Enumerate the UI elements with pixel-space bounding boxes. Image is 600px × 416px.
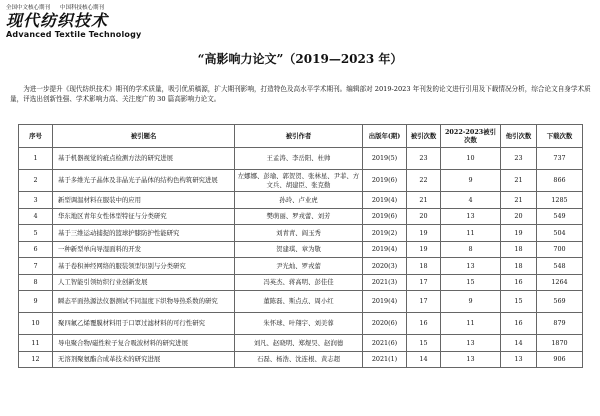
header-cites: 被引次数 xyxy=(407,125,441,148)
download-count: 1264 xyxy=(537,274,583,291)
row-no: 1 xyxy=(19,148,53,170)
core-journal-tag: 全国中文核心期刊 xyxy=(6,5,51,11)
recent-cite-count: 13 xyxy=(441,258,501,275)
table-header-row xyxy=(19,125,583,148)
download-count: 906 xyxy=(537,351,583,368)
table-row xyxy=(19,313,583,335)
table-row xyxy=(19,208,583,225)
paper-title: 聚四氟乙烯覆膜材料用于口罩过滤材料的可行性研究 xyxy=(53,313,235,335)
publication-year-issue: 2020(3) xyxy=(363,258,407,275)
other-cite-count: 13 xyxy=(501,351,537,368)
row-no: 5 xyxy=(19,225,53,242)
other-cite-count: 21 xyxy=(501,170,537,192)
other-cite-count: 15 xyxy=(501,291,537,313)
other-cite-count: 14 xyxy=(501,335,537,352)
header-recent-cites: 2022-2023被引次数 xyxy=(441,125,501,148)
header-year: 出版年(期) xyxy=(363,125,407,148)
table-row xyxy=(19,241,583,258)
header-no: 序号 xyxy=(19,125,53,148)
recent-cite-count: 11 xyxy=(441,313,501,335)
cite-count: 15 xyxy=(407,335,441,352)
other-cite-count: 18 xyxy=(501,241,537,258)
paper-authors: 樊萌丽、罗戎蕾、刘芳 xyxy=(235,208,363,225)
paper-authors: 贺建琪、章为敬 xyxy=(235,241,363,258)
recent-cite-count: 15 xyxy=(441,274,501,291)
cite-count: 19 xyxy=(407,225,441,242)
download-count: 700 xyxy=(537,241,583,258)
recent-cite-count: 13 xyxy=(441,335,501,352)
other-cite-count: 20 xyxy=(501,208,537,225)
cite-count: 16 xyxy=(407,313,441,335)
publication-year-issue: 2021(6) xyxy=(363,335,407,352)
paper-authors: 冯英杰、蒋高明、彭佳佳 xyxy=(235,274,363,291)
publication-year-issue: 2019(2) xyxy=(363,225,407,242)
journal-logo: 现代纺织技术 xyxy=(6,11,109,30)
recent-cite-count: 11 xyxy=(441,225,501,242)
tech-core-journal-tag: 中国科技核心期刊 xyxy=(60,5,105,11)
download-count: 549 xyxy=(537,208,583,225)
row-no: 6 xyxy=(19,241,53,258)
header-authors: 被引作者 xyxy=(235,125,363,148)
cite-count: 19 xyxy=(407,241,441,258)
publication-year-issue: 2019(6) xyxy=(363,208,407,225)
paper-title: 一种新型单向导湿面料的开发 xyxy=(53,241,235,258)
paper-title: 导电聚合物/磁性粒子复合吸波材料的研究进展 xyxy=(53,335,235,352)
cite-count: 14 xyxy=(407,351,441,368)
paper-authors: 朱怀球、叶翔宇、刘美蓉 xyxy=(235,313,363,335)
publication-year-issue: 2019(5) xyxy=(363,148,407,170)
publication-year-issue: 2019(4) xyxy=(363,241,407,258)
cite-count: 22 xyxy=(407,170,441,192)
journal-masthead xyxy=(6,4,166,40)
other-cite-count: 18 xyxy=(501,258,537,275)
paper-title: 人工智能引领纺织行业创新发展 xyxy=(53,274,235,291)
paper-authors: 刘青青、阎玉秀 xyxy=(235,225,363,242)
cite-count: 20 xyxy=(407,208,441,225)
cite-count: 18 xyxy=(407,258,441,275)
table-row xyxy=(19,274,583,291)
paper-title: 基于多维光子晶体及非晶光子晶体的结构色构筑研究进展 xyxy=(53,170,235,192)
row-no: 4 xyxy=(19,208,53,225)
paper-authors: 董陈磊、斯点点、周小红 xyxy=(235,291,363,313)
journal-english-name: Advanced Textile Technology xyxy=(6,30,142,39)
table-row xyxy=(19,351,583,368)
download-count: 1870 xyxy=(537,335,583,352)
paper-authors: 尹光灿、罗戎蕾 xyxy=(235,258,363,275)
paper-authors: 左娜娜、彭瑜、郭贺贺、张林星、尹菲、方文兵、胡建臣、张克勤 xyxy=(235,170,363,192)
paper-title: 基于卷积神经网络的服装领型识别与分类研究 xyxy=(53,258,235,275)
high-impact-papers-table xyxy=(18,124,583,368)
header-title: 被引题名 xyxy=(53,125,235,148)
paper-title: 华东地区青年女性体型特征与分类研究 xyxy=(53,208,235,225)
table-row xyxy=(19,335,583,352)
paper-title: 基于机器视觉的疵点检测方法的研究进展 xyxy=(53,148,235,170)
publication-year-issue: 2021(1) xyxy=(363,351,407,368)
row-no: 2 xyxy=(19,170,53,192)
row-no: 3 xyxy=(19,192,53,209)
download-count: 569 xyxy=(537,291,583,313)
recent-cite-count: 4 xyxy=(441,192,501,209)
paper-title: 无溶剂聚氨酯合成革技术的研究进展 xyxy=(53,351,235,368)
paper-authors: 王孟涛、李岳阳、杜帅 xyxy=(235,148,363,170)
recent-cite-count: 9 xyxy=(441,291,501,313)
other-cite-count: 23 xyxy=(501,148,537,170)
table-row xyxy=(19,291,583,313)
row-no: 11 xyxy=(19,335,53,352)
paper-authors: 孙玲、卢业虎 xyxy=(235,192,363,209)
paper-title: 新型调温材料在服装中的应用 xyxy=(53,192,235,209)
download-count: 504 xyxy=(537,225,583,242)
row-no: 12 xyxy=(19,351,53,368)
table-row xyxy=(19,258,583,275)
recent-cite-count: 13 xyxy=(441,208,501,225)
other-cite-count: 16 xyxy=(501,313,537,335)
paper-authors: 石磊、杨浩、沈连根、黄志超 xyxy=(235,351,363,368)
publication-year-issue: 2019(4) xyxy=(363,291,407,313)
publication-year-issue: 2021(3) xyxy=(363,274,407,291)
table-row xyxy=(19,170,583,192)
row-no: 7 xyxy=(19,258,53,275)
download-count: 879 xyxy=(537,313,583,335)
download-count: 866 xyxy=(537,170,583,192)
table-row xyxy=(19,148,583,170)
download-count: 548 xyxy=(537,258,583,275)
cite-count: 17 xyxy=(407,291,441,313)
publication-year-issue: 2020(6) xyxy=(363,313,407,335)
table-row xyxy=(19,192,583,209)
table-row xyxy=(19,225,583,242)
header-other-cites: 他引次数 xyxy=(501,125,537,148)
recent-cite-count: 13 xyxy=(441,351,501,368)
other-cite-count: 21 xyxy=(501,192,537,209)
row-no: 10 xyxy=(19,313,53,335)
other-cite-count: 19 xyxy=(501,225,537,242)
row-no: 9 xyxy=(19,291,53,313)
paper-title: 基于三维运动捕捉的篮球护膝防护性能研究 xyxy=(53,225,235,242)
recent-cite-count: 9 xyxy=(441,170,501,192)
paper-authors: 刘凡、赵晓明、郑煜昊、赵润德 xyxy=(235,335,363,352)
publication-year-issue: 2019(6) xyxy=(363,170,407,192)
download-count: 737 xyxy=(537,148,583,170)
header-downloads: 下载次数 xyxy=(537,125,583,148)
row-no: 8 xyxy=(19,274,53,291)
publication-year-issue: 2019(4) xyxy=(363,192,407,209)
download-count: 1285 xyxy=(537,192,583,209)
recent-cite-count: 10 xyxy=(441,148,501,170)
cite-count: 17 xyxy=(407,274,441,291)
page-title: “高影响力论文”（2019—2023 年） xyxy=(197,52,403,66)
intro-paragraph: 为进一步提升《现代纺织技术》期刊的学术质量，吸引优质稿源，扩大期刊影响，打造特色及高水平学术期刊。编辑部对 2019-2023 年刊发的论文进行引用及下载情况分析，综合论文自身学术质量，评选出创新性强、学术影响力高、关注度广的 30 篇高影响力论文。 xyxy=(10,85,591,103)
cite-count: 21 xyxy=(407,192,441,209)
cite-count: 23 xyxy=(407,148,441,170)
other-cite-count: 16 xyxy=(501,274,537,291)
recent-cite-count: 8 xyxy=(441,241,501,258)
paper-title: 瞬态平面热源法仪器测试不同温度下织物导热系数的研究 xyxy=(53,291,235,313)
